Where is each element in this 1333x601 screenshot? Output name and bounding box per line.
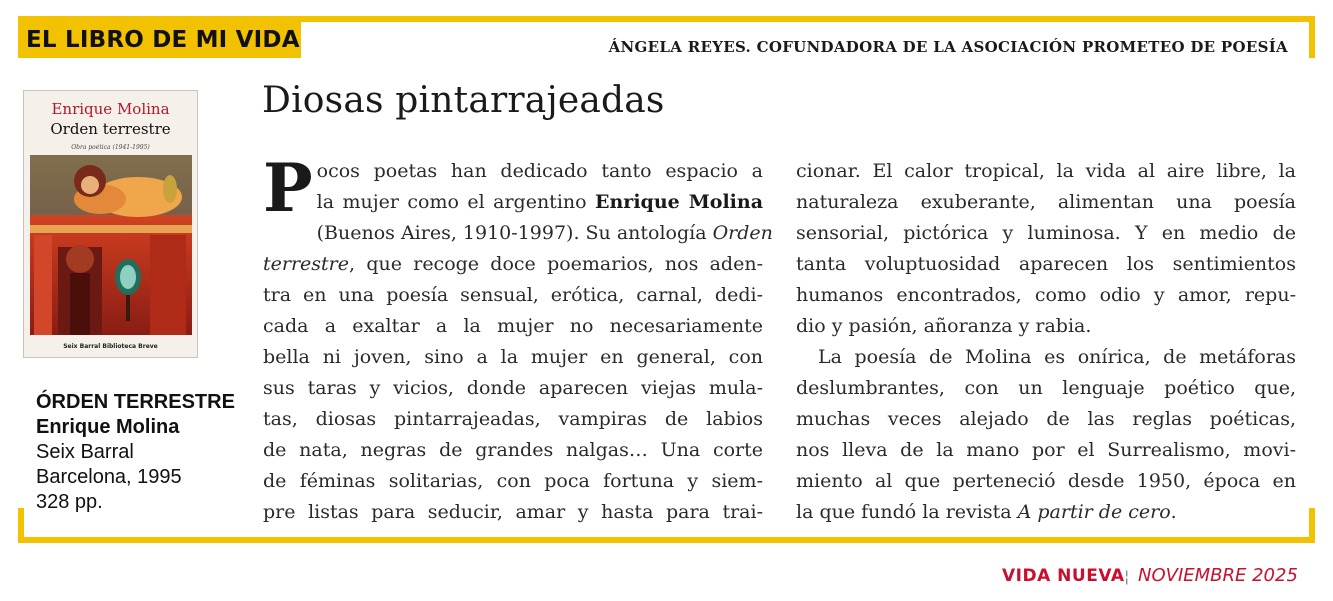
headline: Diosas pintarrajeadas: [262, 80, 665, 121]
magazine-title-italic: A partir de cero: [1017, 501, 1171, 523]
article-line: nos lleva de la mano por el Surrealismo, movi-: [796, 439, 1296, 461]
article-line: tanta voluptuosidad aparecen los sentimientos: [796, 253, 1296, 275]
article-column-1: [263, 149, 773, 528]
drop-cap: P: [263, 149, 313, 227]
footer-brand: VIDA NUEVA: [1002, 566, 1125, 586]
article-line: naturaleza exuberante, alimentan una poesía: [796, 191, 1296, 213]
cover-publisher: Seix Barral Biblioteca Breve: [63, 343, 158, 350]
book-info: [36, 390, 235, 515]
book-title-italic: Orden: [712, 222, 773, 244]
article-column-2: [796, 156, 1296, 528]
article-line: dio y pasión, añoranza y rabia.: [796, 315, 1092, 337]
article-line: tas, diosas pintarrajeadas, vampiras de labios: [263, 408, 763, 430]
cover-subtitle: Obra poética (1941-1995): [71, 144, 150, 151]
book-pages: 328 pp.: [36, 491, 103, 513]
article-line: pre listas para seducir, amar y hasta para trai-: [263, 501, 763, 523]
book-title-italic: terrestre: [263, 253, 350, 275]
book-author: Enrique Molina: [36, 416, 180, 438]
book-publisher: Seix Barral: [36, 441, 134, 463]
article-line: tra en una poesía sensual, erótica, carnal, dedi-: [263, 284, 763, 306]
article-line: (Buenos Aires, 1910-1997). Su antología Orden: [316, 222, 773, 244]
article-line: la que fundó la revista A partir de cero.: [796, 501, 1177, 523]
section-tag: EL LIBRO DE MI VIDA: [18, 22, 301, 58]
article-line: La poesía de Molina es onírica, de metáforas: [818, 346, 1296, 368]
article-line: miento al que perteneció desde 1950, época en: [796, 470, 1296, 492]
article-line: de féminas solitarias, con poca fortuna y siem-: [263, 470, 763, 492]
book-cover: [23, 90, 198, 358]
cover-author: Enrique Molina: [51, 100, 170, 118]
frame-bottom-border: [18, 537, 1315, 543]
article-line: cada a exaltar a la mujer no necesariamente: [263, 315, 763, 337]
book-title: ÓRDEN TERRESTRE: [36, 391, 235, 413]
cover-painting: [30, 155, 192, 335]
article-line: sus taras y vicios, donde aparecen viejas mula-: [263, 377, 763, 399]
footer-date: NOVIEMBRE 2025: [1138, 565, 1298, 586]
article-line: bella ni joven, sino a la mujer en general, con: [263, 346, 763, 368]
author-name-bold: Enrique Molina: [595, 191, 764, 213]
frame-right-bottom-border: [1309, 508, 1315, 543]
article-line: la mujer como el argentino Enrique Molina: [316, 191, 764, 213]
article-line: muchas veces alejado de las reglas poéticas,: [796, 408, 1296, 430]
footer-separator: ¦: [1124, 567, 1130, 586]
article-line: cionar. El calor tropical, la vida al aire libre, la: [796, 160, 1296, 182]
article-line: terrestre, que recoge doce poemarios, nos aden-: [263, 253, 763, 275]
article-line: ocos poetas han dedicado tanto espacio a: [316, 160, 763, 182]
frame-left-bottom-border: [18, 508, 24, 543]
book-place-year: Barcelona, 1995: [36, 466, 182, 488]
article-line: de nata, negras de grandes nalgas… Una corte: [263, 439, 763, 461]
byline: ÁNGELA REYES. COFUNDADORA DE LA ASOCIACIÓN PROMETEO DE POESÍA: [608, 38, 1288, 56]
cover-title: Orden terrestre: [50, 120, 171, 138]
article-line: sensorial, pictórica y luminosa. Y en medio de: [796, 222, 1296, 244]
article-line: deslumbrantes, con un lenguaje poético que,: [796, 377, 1296, 399]
frame-right-top-border: [1309, 16, 1315, 58]
article-line: humanos encontrados, como odio y amor, repu-: [796, 284, 1296, 306]
